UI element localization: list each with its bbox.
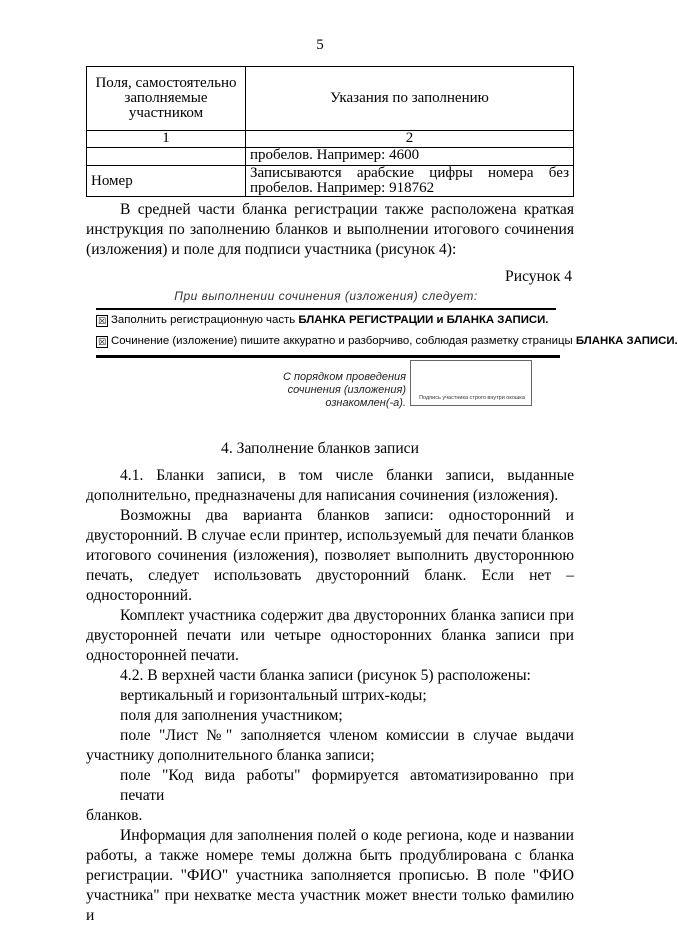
text-line: поле "Лист №" заполняется членом комиссии в случае выдачи [120,727,574,744]
text-line: вертикальный и горизонтальный штрих-коды; [120,687,427,704]
text-line: Комплект участника содержит два двусторонних бланка записи при [120,607,574,624]
signature-acknowledgement [236,371,406,410]
figure-instruction-1 [96,314,556,327]
divider [96,308,556,310]
text-line: участника" при нехватке места участник может внести только фамилию и [86,887,574,924]
table-cell-field [87,148,246,166]
text-line: поле "Код вида работы" формируется автоматизированно при печати [120,767,574,804]
column-number-2: 2 [246,131,574,148]
text-line: Возможны два варианта бланков записи: односторонний и [120,507,574,524]
text-line: 4.1. Бланки записи, в том числе бланки записи, выданные [120,467,574,484]
text-line: Информация для заполнения полей о коде региона, коде и названии [120,827,574,844]
instruction-line: пробелов. Например: 918762 [250,180,435,196]
text-line: дополнительно, предназначены для написания сочинения (изложения). [86,487,559,504]
text-line: регистрации. "ФИО" участника заполняется прописью. В поле "ФИО [86,867,574,884]
divider [96,355,560,358]
checked-box-icon: ☒ [97,316,107,326]
table-header-instructions: Указания по заполнению [246,67,574,131]
text-line: участнику дополнительного бланка записи; [86,747,375,764]
table-header-fields: Поля, самостоятельно заполняемые участником [87,67,246,131]
table-cell-instruction: пробелов. Например: 4600 [246,148,574,166]
table-cell-instruction [246,166,574,197]
text-line: итогового сочинения (изложения), позволяет выполнить двустороннюю [86,547,574,564]
section-heading: 4. Заполнение бланков записи [221,440,419,457]
text-line: работы, а также номере темы должна быть продублирована с бланка [86,847,574,864]
figure-title: При выполнении сочинения (изложения) следует: [174,289,478,303]
figure-4-registration-snippet [96,287,678,417]
table-row [87,166,574,197]
figure-label: Рисунок 4 [505,268,572,285]
intro-paragraph [86,200,574,260]
acknowledgement-line: С порядком проведения [282,371,406,383]
text-line: печать, следует использовать двусторонний бланк. Если нет – [86,567,574,584]
text-line: двусторонний. В случае если принтер, используемый для печати бланков [86,527,574,544]
text-line: поля для заполнения участником; [120,707,343,724]
text-line: односторонний. [86,587,193,604]
page-number: 5 [316,37,324,53]
text-line: В средней части бланка регистрации также расположена краткая [120,201,574,218]
column-number-1: 1 [87,131,246,148]
figure-instruction-2 [96,335,678,348]
text-line: двусторонней печати или четыре односторонних бланка записи при [86,627,574,644]
instruction-bold-text: БЛАНКА ЗАПИСИ. [575,335,678,347]
acknowledgement-line: сочинения (изложения) ознакомлен(-а). [287,384,406,409]
instruction-line: Записываются арабские цифры номера без [250,165,569,181]
table-column-numbers [87,131,574,148]
instruction-text: Сочинение (изложение) пишите аккуратно и разборчиво, соблюдая разметку страницы [111,335,576,347]
text-line: инструкция по заполнению бланков и выполнении итогового сочинения [86,221,574,238]
table-cell-field: Номер [87,166,246,197]
text-line: (изложения) и поле для подписи участника (рисунок 4): [86,241,457,258]
signature-caption: Подпись участника строго внутри окошка [419,395,525,401]
checked-box-icon: ☒ [97,337,107,347]
text-line: односторонней печати. [86,647,239,664]
instruction-text: Заполнить регистрационную часть [111,314,299,326]
table-header-row [87,67,574,131]
text-line: бланков. [86,807,143,824]
instruction-bold-text: БЛАНКА РЕГИСТРАЦИИ и БЛАНКА ЗАПИСИ. [298,314,549,326]
table-row [87,148,574,166]
body-text [86,466,574,926]
text-line: 4.2. В верхней части бланка записи (рисунок 5) расположены: [120,667,531,684]
instructions-table [86,66,574,197]
